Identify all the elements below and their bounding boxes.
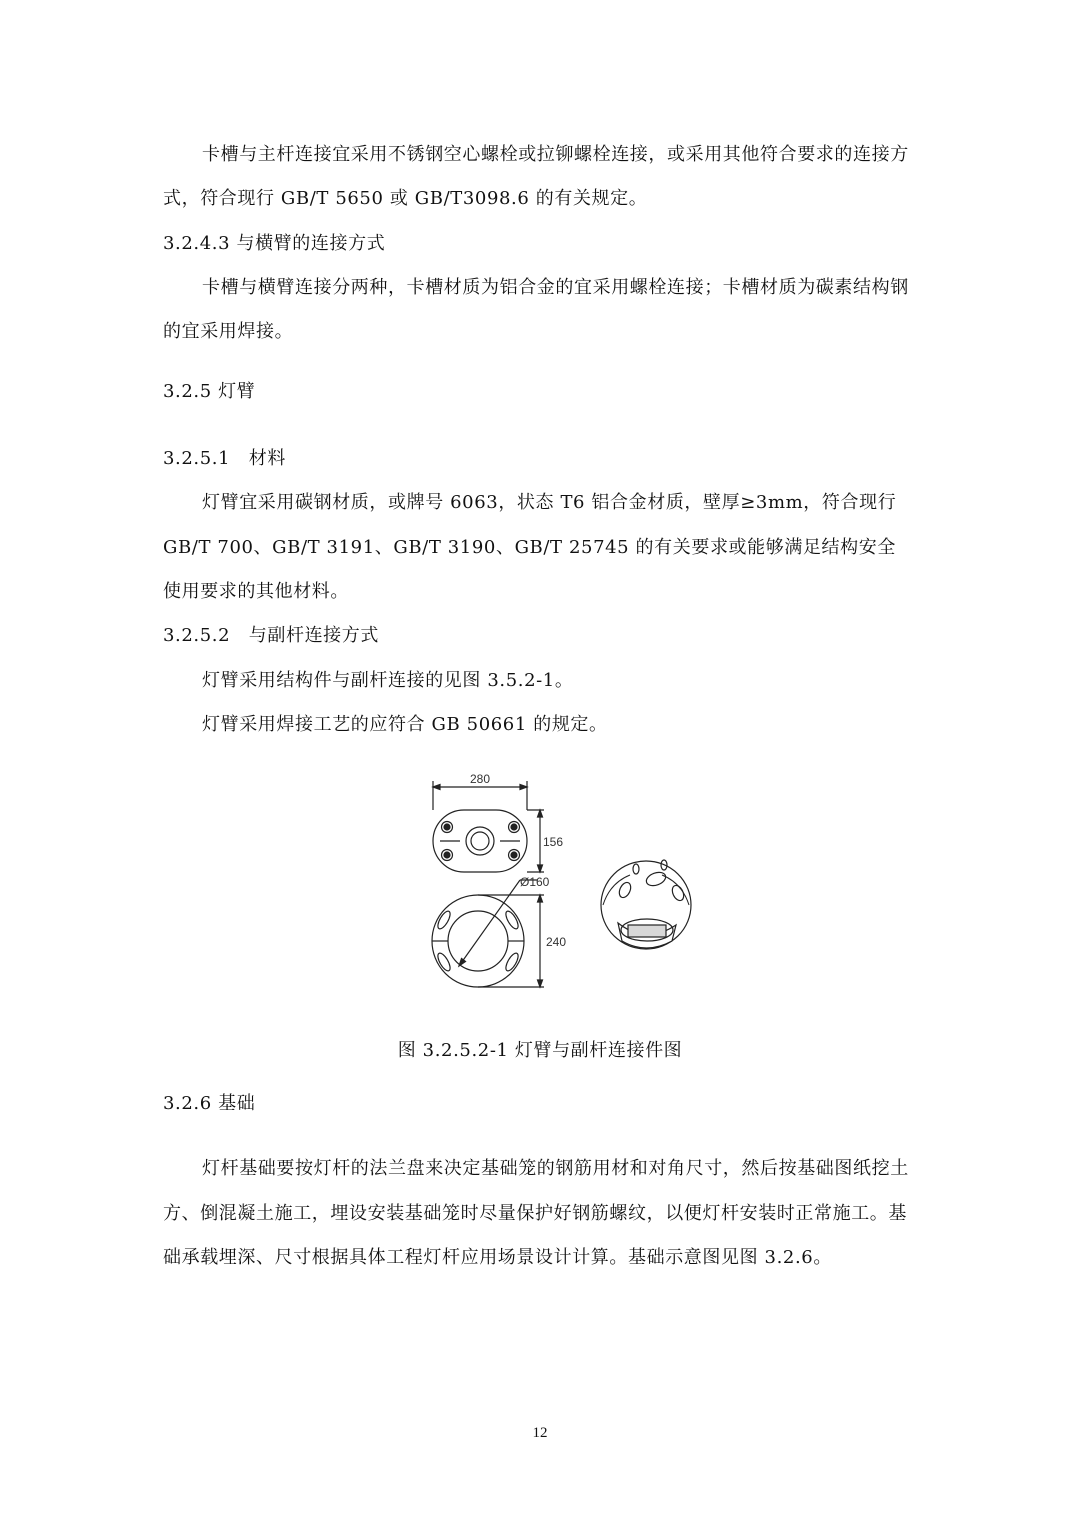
dimension-label: 240 xyxy=(546,935,567,949)
section-heading: 3.2.6 基础 xyxy=(163,1093,256,1114)
paragraph-line: 灯臂采用焊接工艺的应符合 GB 50661 的规定。 xyxy=(202,714,608,735)
paragraph-line: 式，符合现行 GB/T 5650 或 GB/T3098.6 的有关规定。 xyxy=(163,188,648,209)
section-heading: 3.2.5.1 材料 xyxy=(163,448,286,469)
section-heading: 3.2.4.3 与横臂的连接方式 xyxy=(163,233,386,254)
dimension-label: 156 xyxy=(543,835,564,849)
section-heading: 3.2.5 灯臂 xyxy=(163,381,256,402)
isometric-view xyxy=(601,860,691,949)
paragraph-line: 础承载埋深、尺寸根据具体工程灯杆应用场景设计计算。基础示意图见图 3.2.6。 xyxy=(163,1247,832,1268)
paragraph-line: GB/T 700、GB/T 3191、GB/T 3190、GB/T 25745 的有关要求或能够满足结构安全 xyxy=(163,537,896,558)
figure-caption: 图 3.2.5.2-1 灯臂与副杆连接件图 xyxy=(397,1040,683,1061)
dimension-label: 280 xyxy=(469,772,491,786)
connector-drawing xyxy=(420,765,710,1015)
paragraph-line: 的宜采用焊接。 xyxy=(163,321,294,342)
paragraph-line: 卡槽与主杆连接宜采用不锈钢空心螺栓或拉铆螺栓连接，或采用其他符合要求的连接方 xyxy=(202,144,909,165)
dimension-label: Ø160 xyxy=(520,875,550,889)
paragraph-line: 使用要求的其他材料。 xyxy=(163,581,349,602)
paragraph-line: 卡槽与横臂连接分两种，卡槽材质为铝合金的宜采用螺栓连接；卡槽材质为碳素结构钢 xyxy=(202,277,909,298)
paragraph-line: 灯臂采用结构件与副杆连接的见图 3.5.2-1。 xyxy=(202,670,574,691)
paragraph-line: 方、倒混凝土施工，埋设安装基础笼时尽量保护好钢筋螺纹，以便灯杆安装时正常施工。基 xyxy=(163,1203,907,1224)
paragraph-line: 灯杆基础要按灯杆的法兰盘来决定基础笼的钢筋用材和对角尺寸，然后按基础图纸挖土 xyxy=(202,1158,909,1179)
page-number: 12 xyxy=(532,1425,548,1441)
paragraph-line: 灯臂宜采用碳钢材质，或牌号 6063，状态 T6 铝合金材质，壁厚≥3mm，符合现行 xyxy=(202,492,897,513)
section-heading: 3.2.5.2 与副杆连接方式 xyxy=(163,625,379,646)
